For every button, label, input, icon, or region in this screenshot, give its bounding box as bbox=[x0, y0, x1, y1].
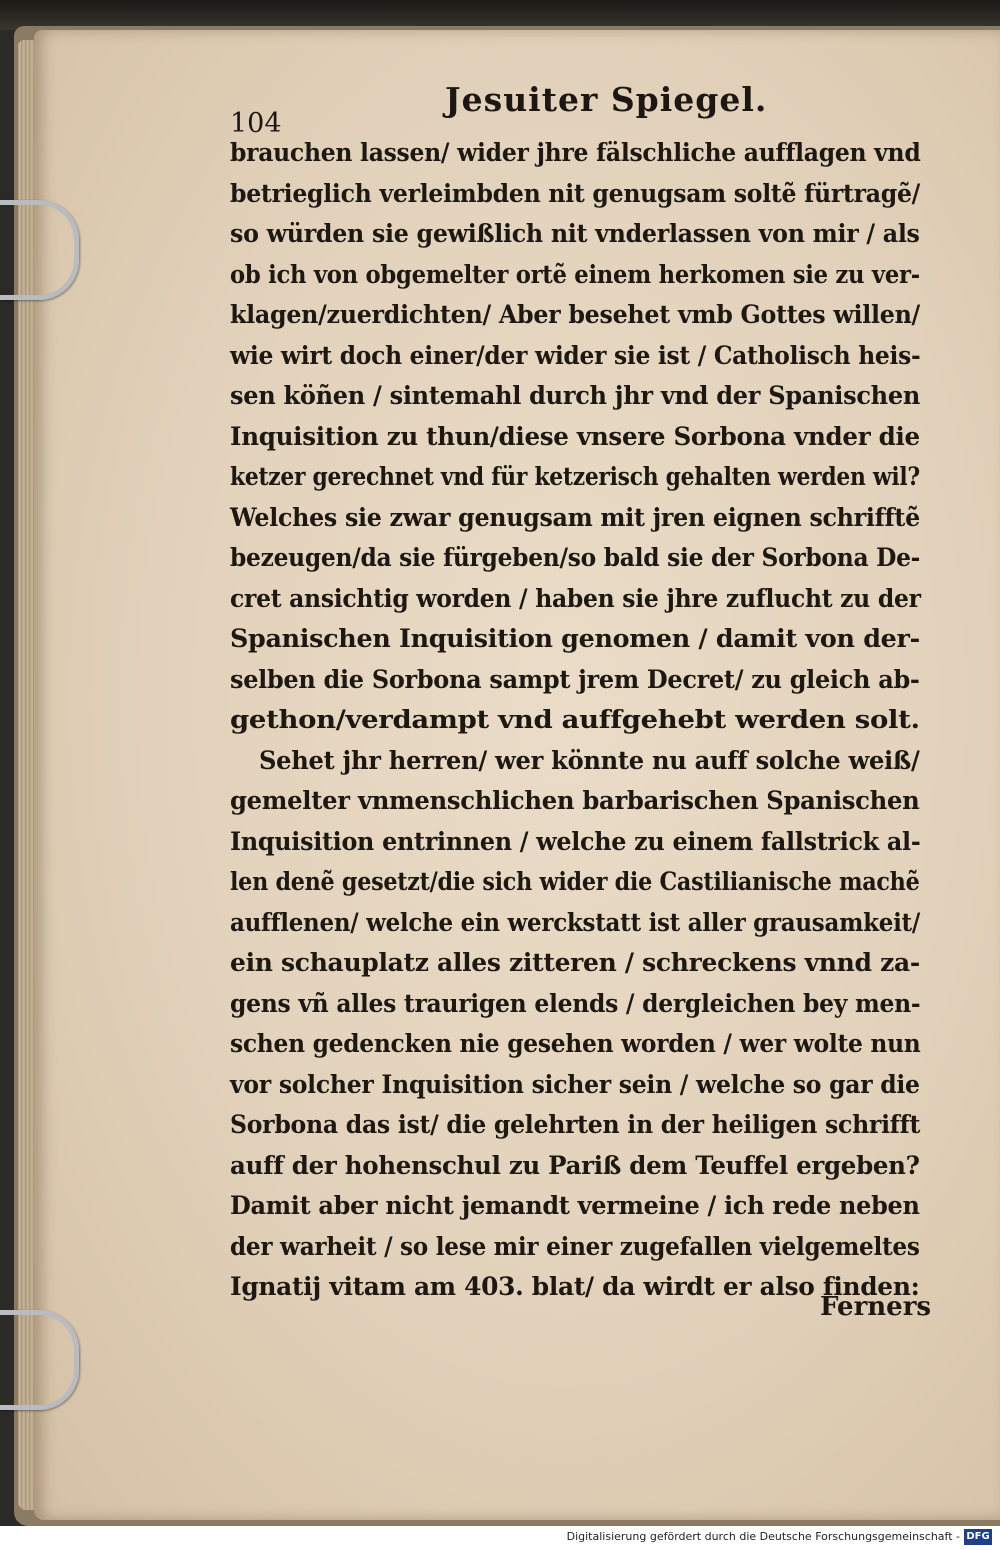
text-body bbox=[230, 133, 930, 1308]
text-line: ketzer gerechnet vnd für ketzerisch gehalten werden wil? bbox=[230, 462, 920, 491]
text-line: Sehet jhr herren/ wer könnte nu auff solche weiß/ bbox=[258, 745, 920, 775]
text-line: auff der hohenschul zu Pariß dem Teuffel ergeben? bbox=[230, 1150, 920, 1180]
text-line: schen gedencken nie gesehen worden / wer wolte nun bbox=[230, 1029, 921, 1058]
text-line: gethon/verdampt vnd auffgehebt werden solt. bbox=[230, 705, 920, 734]
text-line: Inquisition entrinnen / welche zu einem fallstrick al- bbox=[230, 826, 921, 856]
text-line: gemelter vnmenschlichen barbarischen Spanischen bbox=[230, 786, 920, 815]
text-line: klagen/zuerdichten/ Aber besehet vmb Gottes willen/ bbox=[230, 300, 920, 329]
text-line: betrieglich verleimbden nit genugsam soltẽ fürtragẽ/ bbox=[230, 178, 920, 208]
text-line: Damit aber nicht jemandt vermeine / ich rede neben bbox=[230, 1191, 920, 1220]
text-line: len denẽ gesetzt/die sich wider die Castilianische machẽ bbox=[230, 867, 920, 896]
paper-clip-icon bbox=[0, 200, 79, 300]
page-number: 104 bbox=[230, 108, 282, 139]
text-line: Inquisition zu thun/diese vnsere Sorbona vnder die bbox=[230, 421, 920, 451]
dfg-logo: DFG bbox=[964, 1529, 992, 1545]
text-line: ein schauplatz alles zitteren / schreckens vnnd za- bbox=[230, 948, 920, 977]
page-header bbox=[230, 80, 930, 139]
text-line: bezeugen/da sie fürgeben/so bald sie der Sorbona De- bbox=[230, 543, 921, 572]
text-line: Ignatij vitam am 403. blat/ da wirdt er also finden: bbox=[230, 1272, 920, 1301]
footer-credit: Digitalisierung gefördert durch die Deutsche Forschungsgemeinschaft - bbox=[566, 1530, 960, 1543]
text-line: cret ansichtig worden / haben sie jhre zuflucht zu der bbox=[230, 583, 921, 613]
text-line: Sorbona das ist/ die gelehrten in der heiligen schrifft bbox=[230, 1110, 921, 1139]
text-line: Welches sie zwar genugsam mit jren eignen schrifftẽ bbox=[230, 502, 920, 532]
text-line: so würden sie gewißlich nit vnderlassen von mir / als bbox=[230, 219, 920, 248]
text-line: der warheit / so lese mir einer zugefallen vielgemeltes bbox=[230, 1231, 920, 1261]
text-line: selben die Sorbona sampt jrem Decret/ zu gleich ab- bbox=[230, 664, 920, 694]
catchword: Ferners bbox=[820, 1292, 932, 1322]
text-line: aufflenen/ welche ein werckstatt ist aller grausamkeit/ bbox=[230, 907, 920, 937]
text-line: sen köñen / sintemahl durch jhr vnd der Spanischen bbox=[230, 381, 921, 410]
paper-clip-icon bbox=[0, 1310, 79, 1410]
text-line: Spanischen Inquisition genomen / damit von der- bbox=[230, 624, 920, 653]
text-line: wie wirt doch einer/der wider sie ist / Catholisch heis- bbox=[230, 340, 921, 370]
text-line: ob ich von obgemelter ortẽ einem herkomen sie zu ver- bbox=[230, 259, 920, 289]
text-line: vor solcher Inquisition sicher sein / welche so gar die bbox=[230, 1069, 920, 1099]
text-line: gens vñ alles traurigen elends / dergleichen bey men- bbox=[230, 988, 921, 1018]
running-title: Jesuiter Spiegel. bbox=[445, 80, 768, 119]
text-line: brauchen lassen/ wider jhre fälschliche aufflagen vnd bbox=[230, 138, 921, 167]
footer-bar bbox=[0, 1526, 1000, 1550]
